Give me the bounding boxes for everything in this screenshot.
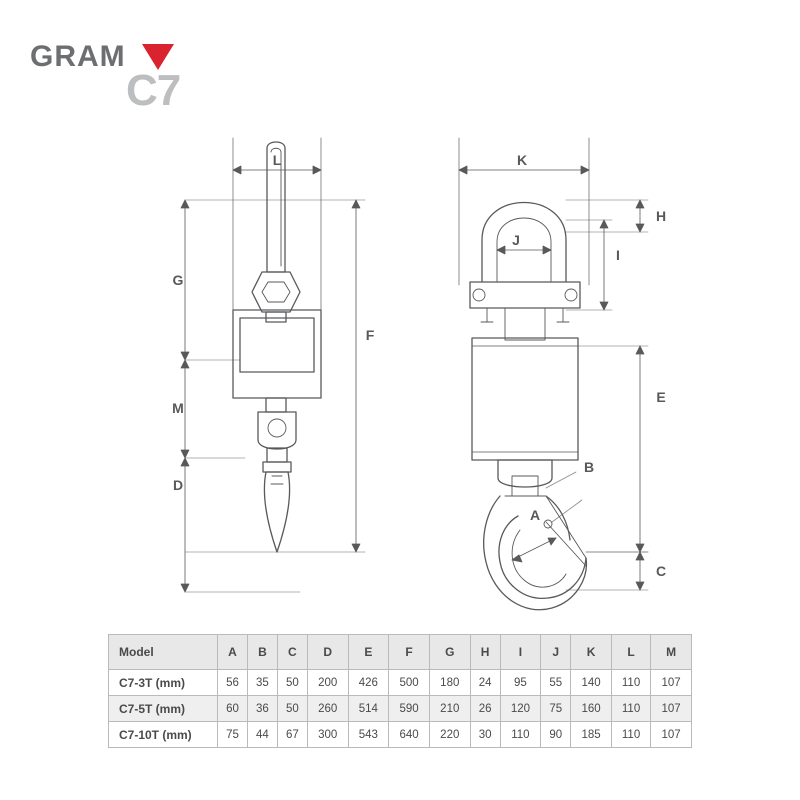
table-cell-K: 160 <box>571 696 612 722</box>
table-cell-C: 67 <box>277 722 307 748</box>
table-cell-model: C7-3T (mm) <box>109 670 218 696</box>
table-cell-model: C7-10T (mm) <box>109 722 218 748</box>
table-header-K: K <box>571 635 612 670</box>
side-view <box>470 203 586 610</box>
table-header-G: G <box>429 635 470 670</box>
table-cell-F: 640 <box>389 722 430 748</box>
spec-table <box>108 634 692 748</box>
table-cell-G: 220 <box>429 722 470 748</box>
table-header-I: I <box>500 635 541 670</box>
table-header-D: D <box>307 635 348 670</box>
table-cell-J: 75 <box>541 696 571 722</box>
table-header-B: B <box>247 635 277 670</box>
table-cell-L: 110 <box>611 696 650 722</box>
table-cell-C: 50 <box>277 696 307 722</box>
table-header-L: L <box>611 635 650 670</box>
table-cell-B: 44 <box>247 722 277 748</box>
table-cell-A: 60 <box>218 696 248 722</box>
dim-label-A: A <box>529 507 541 523</box>
table-cell-M: 107 <box>651 670 692 696</box>
table-cell-E: 426 <box>348 670 389 696</box>
table-cell-D: 260 <box>307 696 348 722</box>
table-cell-K: 185 <box>571 722 612 748</box>
table-cell-J: 90 <box>541 722 571 748</box>
dim-label-F: F <box>365 327 375 343</box>
table-cell-I: 110 <box>500 722 541 748</box>
dim-label-E: E <box>656 389 666 405</box>
table-cell-E: 543 <box>348 722 389 748</box>
table-cell-H: 24 <box>470 670 500 696</box>
dim-label-L: L <box>272 152 282 168</box>
table-row <box>109 722 692 748</box>
table-cell-I: 95 <box>500 670 541 696</box>
table-cell-D: 300 <box>307 722 348 748</box>
table-cell-model: C7-5T (mm) <box>109 696 218 722</box>
dim-label-I: I <box>616 247 620 263</box>
spec-table-container <box>108 634 692 748</box>
table-cell-A: 56 <box>218 670 248 696</box>
table-cell-F: 590 <box>389 696 430 722</box>
table-header-C: C <box>277 635 307 670</box>
table-header-H: H <box>470 635 500 670</box>
table-header-A: A <box>218 635 248 670</box>
table-row <box>109 670 692 696</box>
brand-name: GRAM <box>30 40 126 73</box>
table-header-row <box>109 635 692 670</box>
table-cell-L: 110 <box>611 670 650 696</box>
brand-model: C7 <box>126 66 181 115</box>
table-cell-D: 200 <box>307 670 348 696</box>
table-cell-E: 514 <box>348 696 389 722</box>
table-cell-C: 50 <box>277 670 307 696</box>
technical-drawing <box>0 60 800 620</box>
table-cell-M: 107 <box>651 696 692 722</box>
dim-label-B: B <box>583 459 595 475</box>
table-cell-L: 110 <box>611 722 650 748</box>
table-cell-I: 120 <box>500 696 541 722</box>
table-cell-A: 75 <box>218 722 248 748</box>
table-cell-F: 500 <box>389 670 430 696</box>
dim-label-K: K <box>516 152 528 168</box>
drawing-svg <box>0 60 800 620</box>
table-cell-H: 26 <box>470 696 500 722</box>
dim-label-J: J <box>512 232 520 248</box>
table-header-J: J <box>541 635 571 670</box>
table-cell-B: 35 <box>247 670 277 696</box>
table-cell-G: 180 <box>429 670 470 696</box>
dim-label-G: G <box>172 272 184 288</box>
dim-label-M: M <box>172 400 184 416</box>
table-header-E: E <box>348 635 389 670</box>
table-header-M: M <box>651 635 692 670</box>
table-row <box>109 696 692 722</box>
dim-label-D: D <box>172 477 184 493</box>
table-header-model: Model <box>109 635 218 670</box>
table-cell-B: 36 <box>247 696 277 722</box>
front-view <box>233 142 321 552</box>
table-cell-H: 30 <box>470 722 500 748</box>
table-cell-G: 210 <box>429 696 470 722</box>
dim-label-C: C <box>655 563 667 579</box>
table-cell-J: 55 <box>541 670 571 696</box>
table-cell-M: 107 <box>651 722 692 748</box>
table-cell-K: 140 <box>571 670 612 696</box>
dim-label-H: H <box>655 208 667 224</box>
table-header-F: F <box>389 635 430 670</box>
